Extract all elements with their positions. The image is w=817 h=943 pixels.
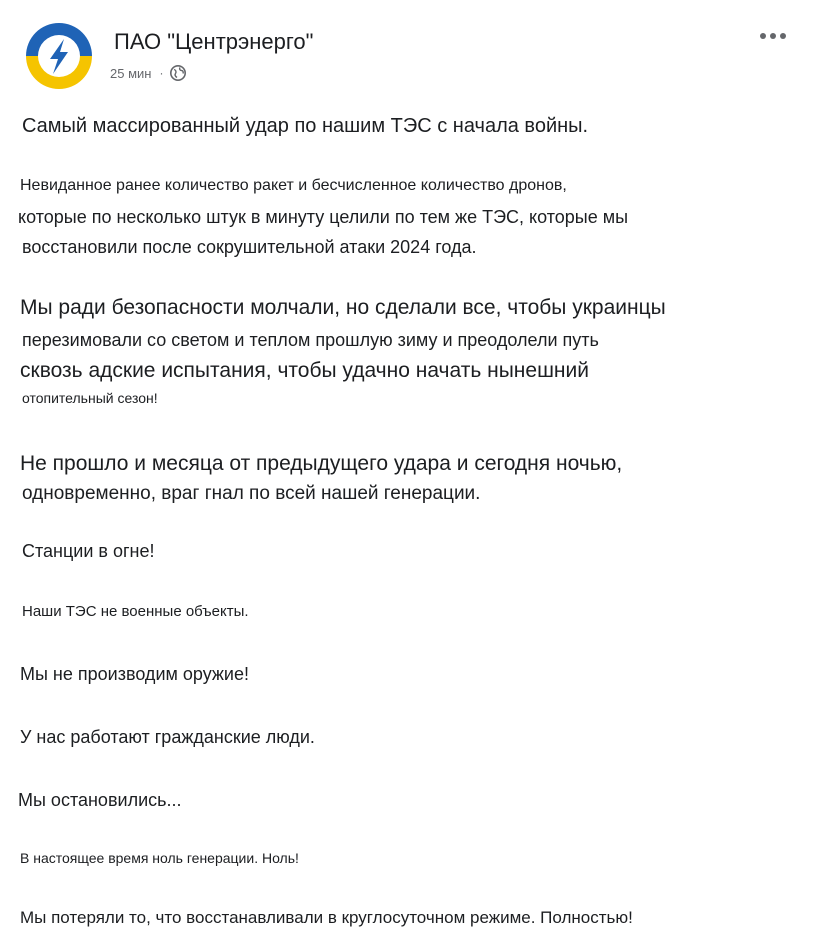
post-line: Не прошло и месяца от предыдущего удара и сегодня ночью,: [20, 452, 623, 475]
post-line: В настоящее время ноль генерации. Ноль!: [20, 850, 299, 866]
post-line: У нас работают гражданские люди.: [20, 727, 315, 747]
post-line: Мы потеряли то, что восстанавливали в круглосуточном режиме. Полностью!: [20, 908, 633, 927]
post-line: Самый массированный удар по нашим ТЭС с начала войны.: [22, 115, 589, 137]
post-line: которые по несколько штук в минуту целили по тем же ТЭС, которые мы: [18, 207, 629, 227]
post-line: одновременно, враг гнал по всей нашей генерации.: [22, 483, 481, 504]
post-line: Мы остановились...: [18, 790, 182, 810]
post-line: отопительный сезон!: [22, 390, 158, 406]
page-name[interactable]: ПАО "Центрэнерго": [114, 29, 314, 54]
post-timestamp[interactable]: 25 мин: [110, 65, 152, 81]
post-line: Мы ради безопасности молчали, но сделали все, чтобы украинцы: [20, 296, 666, 319]
post-line: Мы не производим оружие!: [20, 664, 249, 684]
post-line: Наши ТЭС не военные объекты.: [22, 603, 249, 620]
post-line: Невиданное ранее количество ракет и бесчисленное количество дронов,: [20, 177, 567, 194]
post-line: сквозь адские испытания, чтобы удачно начать нынешний: [20, 359, 589, 382]
post-line: перезимовали со светом и теплом прошлую зиму и преодолели путь: [22, 330, 599, 350]
post-line: восстановили после сокрушительной атаки 2024 года.: [22, 237, 477, 257]
post-line: Станции в огне!: [22, 541, 155, 561]
meta-separator: ·: [159, 66, 164, 80]
